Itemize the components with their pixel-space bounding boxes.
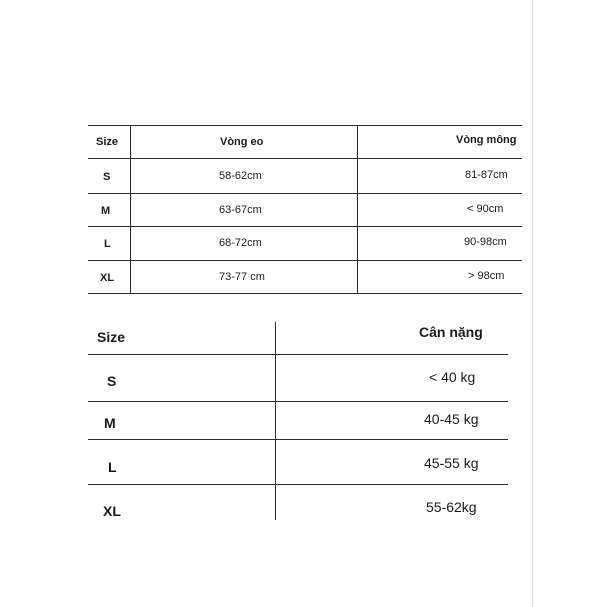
table2-row-divider	[88, 401, 508, 402]
table1-hip-cell: 81-87cm	[465, 169, 508, 181]
table2-column-divider	[275, 322, 276, 520]
table1-row-divider	[88, 193, 522, 194]
table1-column-divider	[357, 125, 358, 294]
table2-header-weight: Cân nặng	[419, 324, 483, 340]
table1-row-divider	[88, 158, 522, 159]
table2-size-cell: XL	[103, 503, 121, 519]
table1-header-size: Size	[96, 136, 119, 148]
table1-hip-cell: > 98cm	[468, 270, 505, 282]
table1-header-hip: Vòng mông	[456, 134, 517, 146]
table1-size-cell: L	[104, 238, 111, 250]
table1-size-cell: S	[103, 171, 111, 183]
table2-weight-cell: < 40 kg	[429, 369, 476, 385]
table2-header-size: Size	[97, 329, 126, 345]
table1-top-border	[88, 125, 522, 126]
table1-waist-cell: 73-77 cm	[219, 271, 265, 283]
table1-hip-cell: < 90cm	[467, 203, 504, 215]
table2-weight-cell: 45-55 kg	[424, 455, 479, 471]
table2-header-divider	[88, 354, 508, 355]
table2-size-cell: M	[104, 415, 116, 431]
table1-size-cell: M	[101, 205, 111, 217]
table1-header-waist: Vòng eo	[220, 136, 264, 148]
table2-row-divider	[88, 439, 508, 440]
table1-bottom-border	[88, 293, 522, 294]
table1-waist-cell: 68-72cm	[219, 237, 262, 249]
table2-weight-cell: 40-45 kg	[424, 411, 479, 427]
table1-row-divider	[88, 260, 522, 261]
table1-row-divider	[88, 226, 522, 227]
table1-column-divider	[130, 125, 131, 294]
table1-hip-cell: 90-98cm	[464, 236, 507, 248]
table2-size-cell: L	[108, 459, 117, 475]
table1-waist-cell: 63-67cm	[219, 204, 262, 216]
table2-size-cell: S	[107, 373, 117, 389]
table1-size-cell: XL	[100, 272, 115, 284]
table1-waist-cell: 58-62cm	[219, 170, 262, 182]
table2-row-divider	[88, 484, 508, 485]
table2-weight-cell: 55-62kg	[426, 499, 477, 515]
page-edge-divider	[532, 0, 533, 607]
